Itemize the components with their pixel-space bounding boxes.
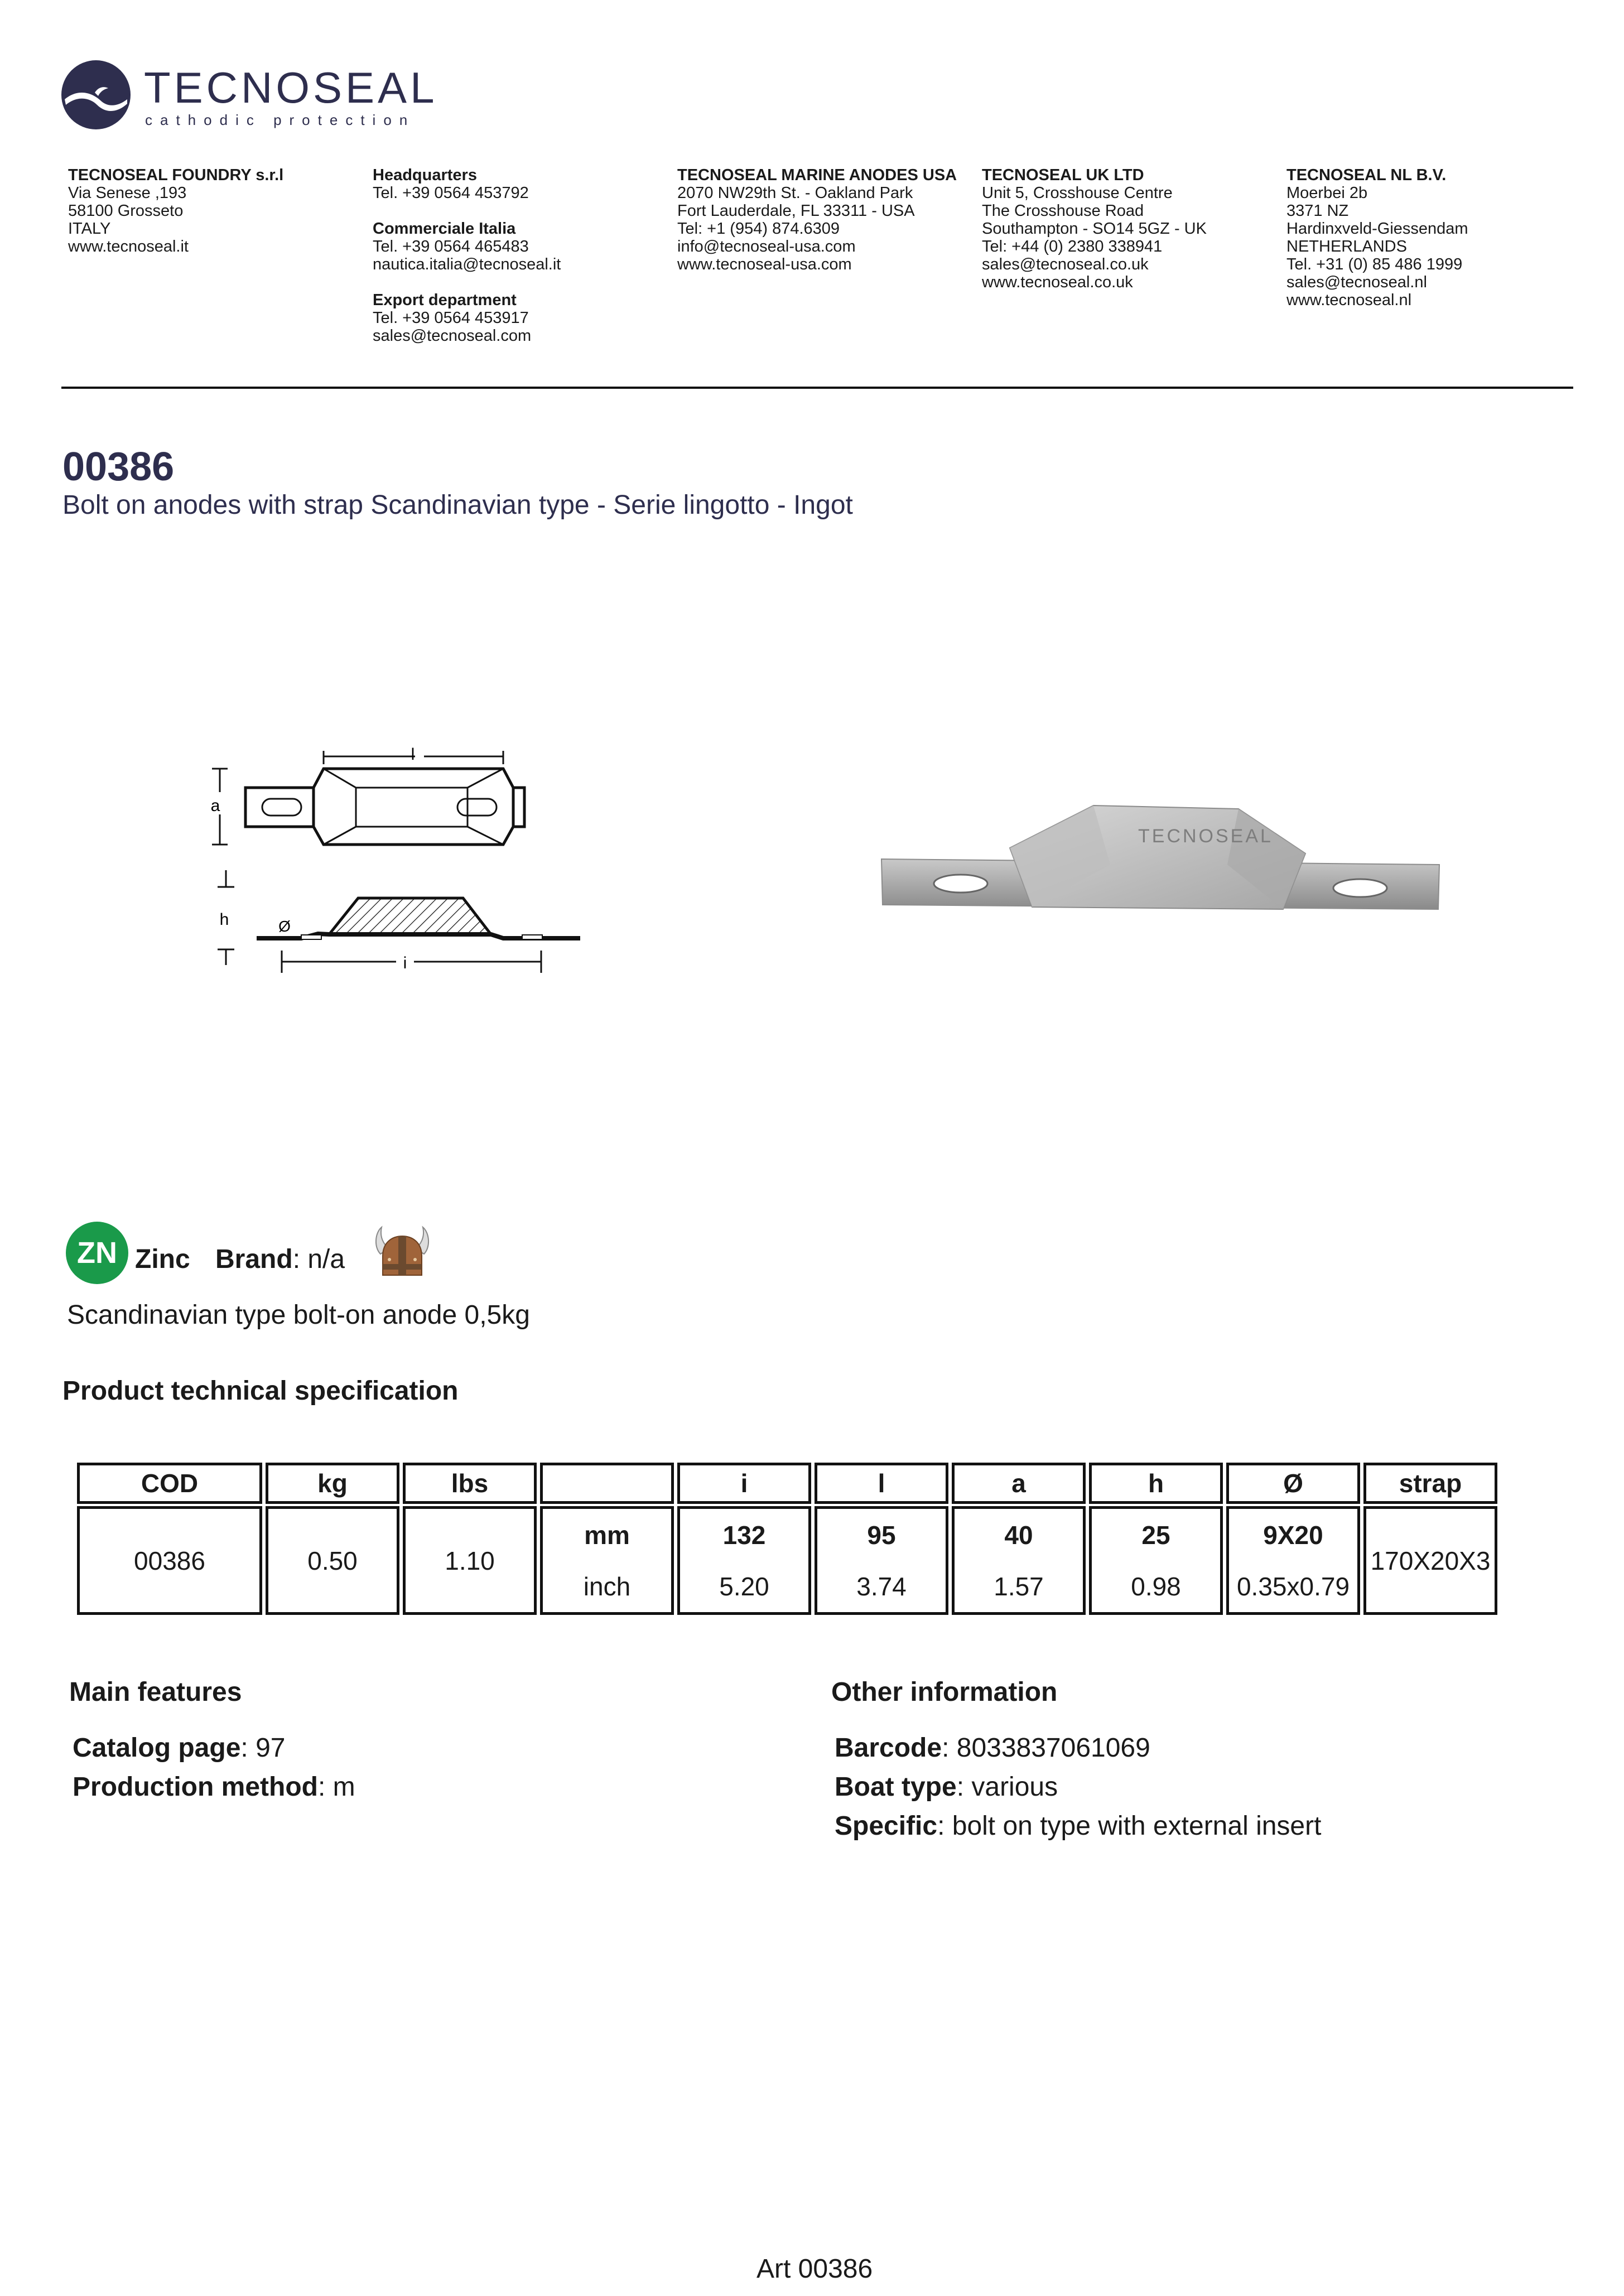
feature-key: Production method bbox=[73, 1772, 318, 1802]
address-line: The Crosshouse Road bbox=[982, 202, 1144, 220]
feature-catalog-page bbox=[73, 1733, 285, 1763]
drawing-label-diameter: Ø bbox=[278, 918, 291, 935]
address-heading: TECNOSEAL MARINE ANODES USA bbox=[677, 166, 957, 184]
i-inch: 5.20 bbox=[719, 1571, 769, 1601]
diameter-inch: 0.35x0.79 bbox=[1236, 1571, 1350, 1601]
unit-inch: inch bbox=[583, 1571, 631, 1601]
drawing-label-l: l bbox=[411, 745, 415, 764]
address-heading: Headquarters bbox=[373, 166, 477, 184]
col-unit bbox=[540, 1463, 674, 1504]
cell-cod: 00386 bbox=[77, 1506, 262, 1615]
address-column bbox=[1286, 166, 1588, 309]
address-heading: TECNOSEAL NL B.V. bbox=[1286, 166, 1447, 184]
address-heading: TECNOSEAL FOUNDRY s.r.l bbox=[68, 166, 284, 184]
footer-article: Art 00386 bbox=[756, 2254, 873, 2284]
l-inch: 3.74 bbox=[856, 1571, 907, 1601]
info-key: Boat type bbox=[835, 1772, 957, 1802]
address-line: sales@tecnoseal.co.uk bbox=[982, 255, 1149, 273]
address-line: sales@tecnoseal.nl bbox=[1286, 273, 1427, 291]
brand-info bbox=[215, 1244, 345, 1275]
a-mm: 40 bbox=[1004, 1520, 1033, 1550]
product-photo bbox=[870, 781, 1450, 937]
product-code: 00386 bbox=[62, 445, 175, 489]
address-line: Tel. +39 0564 465483 bbox=[373, 238, 529, 255]
cell-l bbox=[815, 1506, 948, 1615]
zinc-badge: ZN bbox=[66, 1222, 128, 1284]
feature-value: : m bbox=[317, 1772, 355, 1802]
address-line bbox=[373, 202, 674, 220]
product-subtitle: Bolt on anodes with strap Scandinavian type - Serie lingotto - Ingot bbox=[62, 490, 853, 520]
info-value: : bolt on type with external insert bbox=[937, 1811, 1322, 1841]
address-heading: Export department bbox=[373, 291, 517, 309]
info-key: Specific bbox=[835, 1811, 938, 1841]
logo-tagline: cathodic protection bbox=[145, 112, 416, 128]
col-h: h bbox=[1089, 1463, 1223, 1504]
feature-value: : 97 bbox=[240, 1733, 286, 1763]
address-line: 3371 NZ bbox=[1286, 202, 1349, 220]
address-line: nautica.italia@tecnoseal.it bbox=[373, 255, 561, 273]
cell-a bbox=[952, 1506, 1086, 1615]
other-info-title: Other information bbox=[831, 1677, 1058, 1707]
address-line: info@tecnoseal-usa.com bbox=[677, 238, 856, 255]
photo-engraving: TECNOSEAL bbox=[1138, 826, 1273, 847]
address-line: www.tecnoseal-usa.com bbox=[677, 255, 852, 273]
address-line: NETHERLANDS bbox=[1286, 238, 1407, 255]
drawing-label-a: a bbox=[210, 797, 220, 815]
brand-label: Brand bbox=[215, 1245, 293, 1274]
col-i: i bbox=[677, 1463, 811, 1504]
address-column bbox=[68, 166, 369, 255]
a-inch: 1.57 bbox=[994, 1571, 1044, 1601]
diameter-mm: 9X20 bbox=[1263, 1520, 1323, 1550]
brand-value: : n/a bbox=[292, 1245, 345, 1274]
address-line: www.tecnoseal.it bbox=[68, 238, 189, 255]
address-heading: TECNOSEAL UK LTD bbox=[982, 166, 1144, 184]
logo-name: TECNOSEAL bbox=[144, 63, 438, 112]
address-line: Via Senese ,193 bbox=[68, 184, 187, 202]
col-strap: strap bbox=[1363, 1463, 1497, 1504]
address-line: www.tecnoseal.co.uk bbox=[982, 273, 1133, 291]
h-inch: 0.98 bbox=[1131, 1571, 1181, 1601]
product-description: Scandinavian type bolt-on anode 0,5kg bbox=[67, 1300, 530, 1330]
address-line: Unit 5, Crosshouse Centre bbox=[982, 184, 1173, 202]
address-line: sales@tecnoseal.com bbox=[373, 327, 532, 345]
feature-key: Catalog page bbox=[73, 1733, 241, 1763]
header-divider bbox=[61, 387, 1573, 389]
i-mm: 132 bbox=[722, 1520, 766, 1550]
col-l: l bbox=[815, 1463, 948, 1504]
info-key: Barcode bbox=[835, 1733, 942, 1763]
address-column bbox=[982, 166, 1283, 291]
address-line: Tel. +31 (0) 85 486 1999 bbox=[1286, 255, 1463, 273]
address-line: www.tecnoseal.nl bbox=[1286, 291, 1412, 309]
drawing-label-i: i bbox=[403, 954, 407, 972]
info-barcode bbox=[835, 1733, 1150, 1763]
info-boat-type bbox=[835, 1772, 1058, 1802]
spec-data-row bbox=[77, 1506, 1497, 1615]
l-mm: 95 bbox=[867, 1520, 896, 1550]
address-heading: Commerciale Italia bbox=[373, 220, 516, 238]
address-line: ITALY bbox=[68, 220, 111, 238]
address-line: Tel: +1 (954) 874.6309 bbox=[677, 220, 840, 238]
info-value: : various bbox=[956, 1772, 1058, 1802]
spec-table bbox=[74, 1460, 1501, 1617]
cell-i bbox=[677, 1506, 811, 1615]
address-line: Tel: +44 (0) 2380 338941 bbox=[982, 238, 1163, 255]
feature-production-method bbox=[73, 1772, 355, 1802]
cell-h bbox=[1089, 1506, 1223, 1615]
col-diameter: Ø bbox=[1226, 1463, 1360, 1504]
technical-drawing bbox=[190, 725, 603, 982]
cell-diameter bbox=[1226, 1506, 1360, 1615]
address-column bbox=[677, 166, 979, 273]
address-line: Tel. +39 0564 453917 bbox=[373, 309, 529, 327]
drawing-label-h: h bbox=[219, 910, 229, 929]
address-line: Tel. +39 0564 453792 bbox=[373, 184, 529, 202]
cell-strap: 170X20X3 bbox=[1363, 1506, 1497, 1615]
address-line bbox=[373, 273, 674, 291]
address-line: Fort Lauderdale, FL 33311 - USA bbox=[677, 202, 915, 220]
h-mm: 25 bbox=[1141, 1520, 1170, 1550]
cell-lbs: 1.10 bbox=[403, 1506, 537, 1615]
cell-kg: 0.50 bbox=[266, 1506, 399, 1615]
address-line: Southampton - SO14 5GZ - UK bbox=[982, 220, 1207, 238]
tecnoseal-logo bbox=[61, 60, 441, 138]
material-label: Zinc bbox=[135, 1245, 190, 1274]
info-value: : 8033837061069 bbox=[942, 1733, 1150, 1763]
main-features-title: Main features bbox=[69, 1677, 242, 1707]
spec-title: Product technical specification bbox=[62, 1376, 459, 1406]
col-cod: COD bbox=[77, 1463, 262, 1504]
address-line: Moerbei 2b bbox=[1286, 184, 1368, 202]
address-column bbox=[373, 166, 674, 345]
col-a: a bbox=[952, 1463, 1086, 1504]
spec-header-row bbox=[77, 1463, 1497, 1504]
unit-mm: mm bbox=[584, 1520, 630, 1550]
address-line: 2070 NW29th St. - Oakland Park bbox=[677, 184, 913, 202]
address-line: Hardinxveld-Giessendam bbox=[1286, 220, 1468, 238]
info-specific bbox=[835, 1811, 1321, 1841]
cell-units bbox=[540, 1506, 674, 1615]
col-kg: kg bbox=[266, 1463, 399, 1504]
viking-helmet-icon bbox=[373, 1225, 432, 1279]
address-line: 58100 Grosseto bbox=[68, 202, 184, 220]
col-lbs: lbs bbox=[403, 1463, 537, 1504]
